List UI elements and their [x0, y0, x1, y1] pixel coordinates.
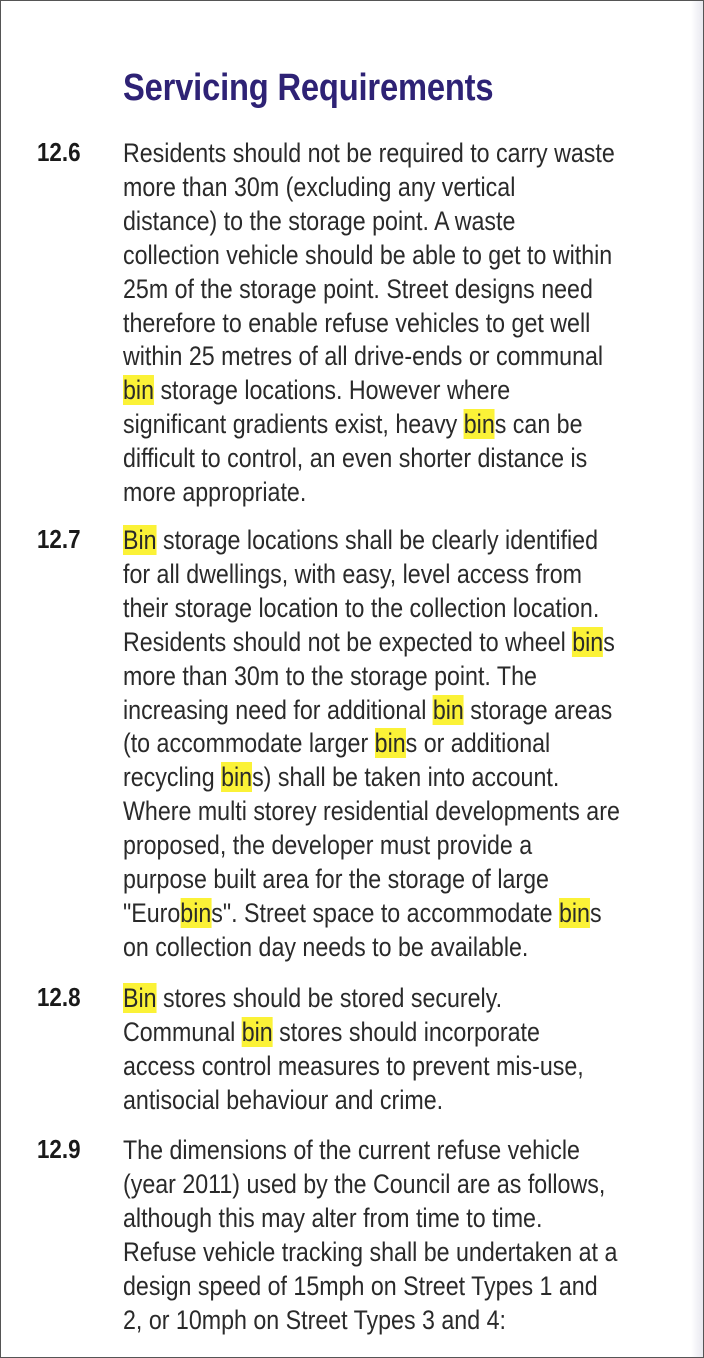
- text-line: [123, 1050, 665, 1084]
- search-highlight: Bin: [123, 983, 157, 1013]
- text-line: [123, 626, 665, 660]
- text-line: [123, 239, 665, 273]
- section-text: [123, 1134, 665, 1337]
- page-title: Servicing Requirements: [123, 67, 494, 109]
- text-segment: within 25 metres of all drive-ends or communal: [123, 341, 604, 372]
- text-segment: their storage location to the collection location.: [123, 592, 600, 623]
- text-segment: 25m of the storage point. Street designs need: [123, 273, 593, 304]
- text-segment: 2, or 10mph on Street Types 3 and 4:: [123, 1304, 506, 1335]
- text-segment: stores should be stored securely.: [156, 983, 503, 1013]
- text-line: [123, 442, 665, 476]
- text-line: [123, 931, 665, 965]
- text-segment: storage locations shall be clearly identified: [156, 525, 599, 555]
- text-segment: Communal: [123, 1016, 242, 1047]
- text-segment: significant gradients exist, heavy: [123, 409, 464, 440]
- section-number: 12.8: [37, 982, 81, 1012]
- text-line: [123, 1304, 665, 1338]
- text-line: [123, 558, 665, 592]
- text-line: [123, 374, 665, 408]
- text-line: [123, 205, 665, 239]
- text-segment: difficult to control, an even shorter distance is: [123, 443, 588, 474]
- search-highlight: bin: [558, 897, 590, 928]
- text-line: [123, 982, 665, 1016]
- text-segment: collection vehicle should be able to get to within: [123, 239, 613, 270]
- text-segment: more than 30m (excluding any vertical: [123, 171, 516, 202]
- text-line: [123, 592, 665, 626]
- text-line: [123, 863, 665, 897]
- search-highlight: bin: [123, 375, 154, 406]
- section-text: [123, 524, 665, 965]
- text-segment: for all dwellings, with easy, level access from: [123, 558, 582, 589]
- text-segment: antisocial behaviour and crime.: [123, 1084, 444, 1115]
- text-segment: distance) to the storage point. A waste: [123, 205, 516, 236]
- text-segment: Where multi storey residential developments are: [123, 796, 620, 827]
- text-line: [123, 795, 665, 829]
- text-line: [123, 1202, 665, 1236]
- text-segment: purpose built area for the storage of large: [123, 864, 549, 895]
- text-segment: more than 30m to the storage point. The: [123, 660, 537, 691]
- text-segment: s: [603, 626, 615, 657]
- text-line: [123, 137, 665, 171]
- section-text: [123, 982, 665, 1118]
- text-line: [123, 171, 665, 205]
- text-line: [123, 1236, 665, 1270]
- section-number: 12.9: [37, 1134, 81, 1164]
- text-line: [123, 761, 665, 795]
- text-line: [123, 727, 665, 761]
- search-highlight: bin: [374, 728, 406, 759]
- text-segment: access control measures to prevent mis-use,: [123, 1050, 584, 1081]
- search-highlight: bin: [241, 1016, 273, 1047]
- text-segment: therefore to enable refuse vehicles to get well: [123, 307, 591, 338]
- text-segment: on collection day needs to be available.: [123, 931, 529, 962]
- page-edge-shade: [691, 1, 703, 1357]
- text-line: [123, 1168, 665, 1202]
- search-highlight: bin: [432, 694, 464, 725]
- text-segment: stores should incorporate: [272, 1016, 540, 1047]
- text-line: [123, 273, 665, 307]
- text-segment: s) shall be taken into account.: [252, 762, 560, 793]
- search-highlight: bin: [180, 897, 212, 928]
- text-segment: recycling: [123, 762, 222, 793]
- text-segment: Residents should not be expected to wheel: [123, 626, 573, 657]
- section-number: 12.6: [37, 137, 81, 167]
- text-line: [123, 1134, 665, 1168]
- text-segment: (year 2011) used by the Council are as follows,: [123, 1168, 606, 1199]
- text-line: [123, 476, 665, 510]
- text-line: [123, 1016, 665, 1050]
- search-highlight: bin: [463, 409, 495, 440]
- search-highlight: bin: [221, 762, 253, 793]
- text-segment: s or additional: [405, 728, 551, 759]
- text-line: [123, 1270, 665, 1304]
- text-segment: Residents should not be required to carry waste: [123, 138, 615, 168]
- text-segment: storage locations. However where: [153, 375, 511, 406]
- text-line: [123, 694, 665, 728]
- text-segment: storage areas: [463, 694, 613, 725]
- text-segment: The dimensions of the current refuse vehicle: [123, 1135, 580, 1165]
- text-line: [123, 897, 665, 931]
- text-line: [123, 340, 665, 374]
- text-segment: (to accommodate larger: [123, 728, 375, 759]
- text-line: [123, 660, 665, 694]
- search-highlight: Bin: [123, 525, 157, 555]
- text-segment: increasing need for additional: [123, 694, 433, 725]
- text-segment: Refuse vehicle tracking shall be undertaken at a: [123, 1236, 618, 1267]
- text-segment: s: [589, 897, 602, 928]
- text-segment: s". Street space to accommodate: [211, 897, 559, 928]
- text-line: [123, 829, 665, 863]
- text-segment: although this may alter from time to time.: [123, 1202, 543, 1233]
- text-line: [123, 307, 665, 341]
- section-text: [123, 137, 665, 510]
- text-segment: design speed of 15mph on Street Types 1 and: [123, 1270, 598, 1301]
- text-segment: "Euro: [123, 897, 181, 928]
- text-segment: more appropriate.: [123, 477, 307, 508]
- text-segment: s can be: [494, 409, 583, 440]
- text-line: [123, 1084, 665, 1118]
- search-highlight: bin: [572, 626, 604, 657]
- text-line: [123, 408, 665, 442]
- text-line: [123, 524, 665, 558]
- section-number: 12.7: [37, 524, 81, 554]
- text-segment: proposed, the developer must provide a: [123, 830, 533, 861]
